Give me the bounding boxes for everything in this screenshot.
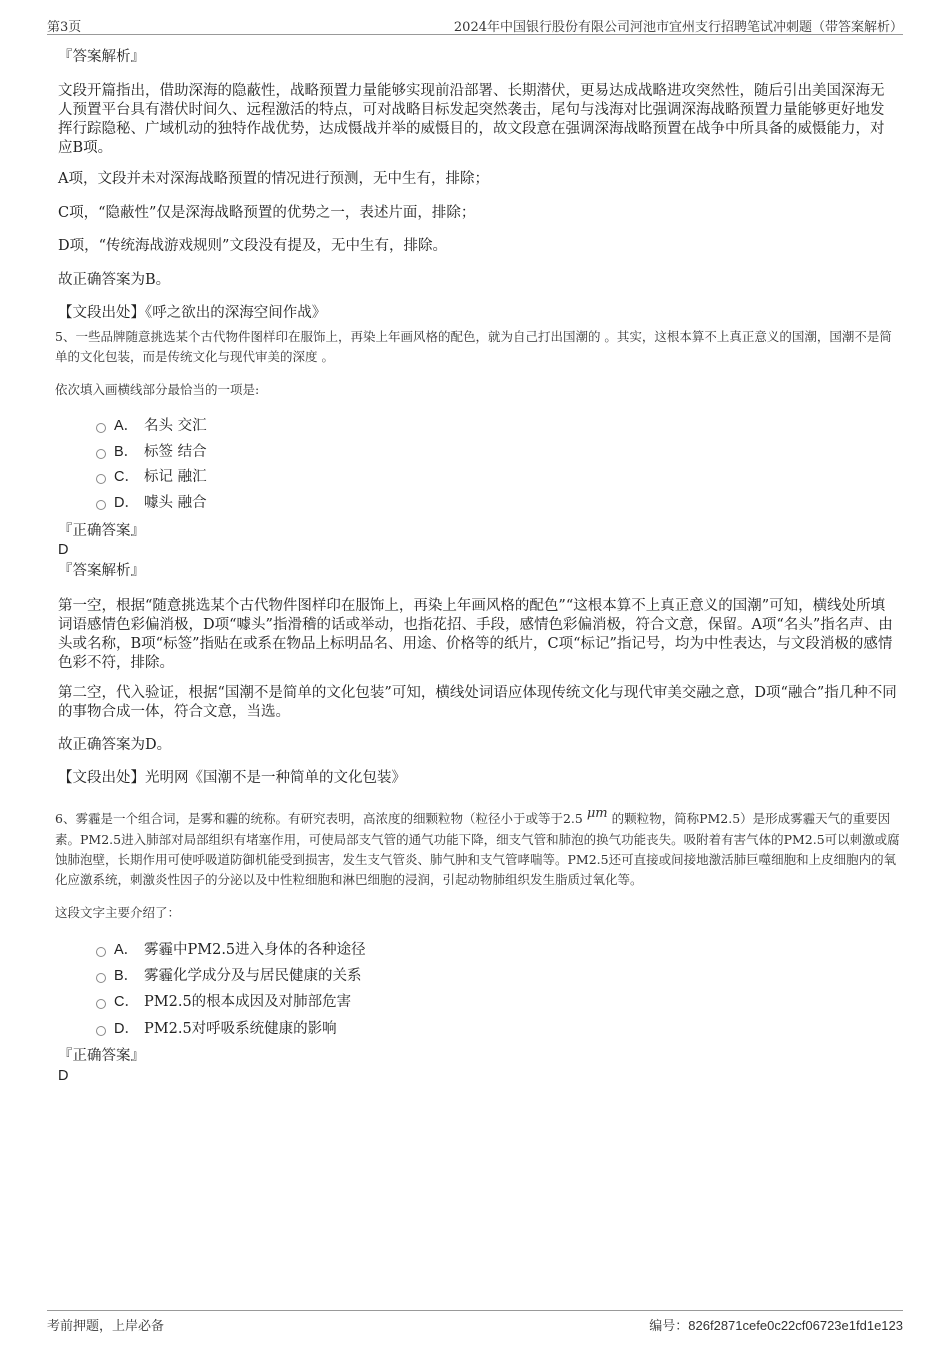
footer-slogan: 考前押题，上岸必备 bbox=[47, 1319, 165, 1334]
answer-heading: 『正确答案』 bbox=[58, 1048, 145, 1064]
analysis-option-a: A项，文段并未对深海战略预置的情况进行预测，无中生有，排除； bbox=[58, 171, 489, 187]
option-d[interactable]: D． 噱头 融合 bbox=[96, 493, 207, 513]
micrometer-unit: μm bbox=[586, 806, 608, 821]
page-footer bbox=[47, 1310, 903, 1333]
option-d[interactable]: D． PM2.5对呼吸系统健康的影响 bbox=[96, 1019, 337, 1039]
conclusion: 故正确答案为B。 bbox=[58, 272, 171, 288]
option-a[interactable]: A． 雾霾中PM2.5进入身体的各种途径 bbox=[96, 940, 366, 960]
answer-heading: 『正确答案』 bbox=[58, 523, 145, 539]
option-c[interactable]: C． 标记 融汇 bbox=[96, 467, 207, 487]
question-6-stem: 6、雾霾是一个组合词，是雾和霾的统称。有研究表明，高浓度的细颗粒物（粒径小于或等于2.5 μm 的颗粒物，简称PM2.5）是形成雾霾天气的重要因素。PM2.5进入肺部对局部组织有堵塞作用，可使局部支气管的通气功能下降，细支气管和肺泡的换气功能丧失。吸附着有害气体的PM2.5可以刺激或腐蚀肺泡壁，长期作用可使呼吸道防御机能受到损害，发生支气管炎、肺气肿和支气管哮喘等。PM2.5还可直接或间接地激活肺巨噬细胞和上皮细胞内的氧化应激系统，刺激炎性因子的分泌以及中性粒细胞和淋巴细胞的浸润，引起动物肺组织发生脂质过氧化等。 bbox=[55, 806, 900, 887]
radio-icon[interactable] bbox=[96, 474, 106, 484]
radio-icon[interactable] bbox=[96, 423, 106, 433]
analysis-paragraph: 文段开篇指出，借助深海的隐蔽性，战略预置力量能够实现前沿部署、长期潜伏，更易达成战略进攻突然性，随后引出美国深海无人预置平台具有潜伏时间久、远程激活的特点，可对战略目标发起突然袭击，尾句与浅海对比强调深海战略预置力量能够更好地发挥行踪隐秘、广域机动的独特作战优势，达成慑战并举的威慑目的，故文段意在强调深海战略预置在战争中所具备的威慑能力，对应B项。 bbox=[58, 83, 885, 156]
radio-icon[interactable] bbox=[96, 973, 106, 983]
question-5-stem: 5、一些品牌随意挑选某个古代物件图样印在服饰上，再染上年画风格的配色，就为自己打出国潮的 。其实，这根本算不上真正意义的国潮，国潮不是简单的文化包装，而是传统文化与现代审美的深度 。 bbox=[55, 329, 892, 364]
page-header bbox=[47, 14, 903, 35]
radio-icon[interactable] bbox=[96, 1026, 106, 1036]
radio-icon[interactable] bbox=[96, 947, 106, 957]
conclusion: 故正确答案为D。 bbox=[58, 737, 172, 753]
analysis-heading: 『答案解析』 bbox=[58, 563, 145, 579]
option-b[interactable]: B． 标签 结合 bbox=[96, 442, 207, 462]
option-c[interactable]: C． PM2.5的根本成因及对肺部危害 bbox=[96, 992, 351, 1012]
radio-icon[interactable] bbox=[96, 999, 106, 1009]
analysis-paragraph-2: 第二空，代入验证，根据“国潮不是简单的文化包装”可知，横线处词语应体现传统文化与现代审美交融之意，D项“融合”指几种不同的事物合成一体，符合文意，当选。 bbox=[58, 685, 897, 720]
option-b[interactable]: B． 雾霾化学成分及与居民健康的关系 bbox=[96, 966, 362, 986]
analysis-option-c: C项，“隐蔽性”仅是深海战略预置的优势之一，表述片面，排除； bbox=[58, 205, 476, 221]
source-citation: 【文段出处】《呼之欲出的深海空间作战》 bbox=[58, 305, 327, 321]
document-title: 2024年中国银行股份有限公司河池市宜州支行招聘笔试冲刺题（带答案解析） bbox=[453, 20, 903, 35]
source-citation: 【文段出处】光明网《国潮不是一种简单的文化包装》 bbox=[58, 770, 406, 786]
analysis-paragraph-1: 第一空，根据“随意挑选某个古代物件图样印在服饰上，再染上年画风格的配色”“这根本算不上真正意义的国潮”可知，横线处所填词语感情色彩偏消极，D项“噱头”指滑稽的话或举动，也指花招、手段，感情色彩偏消极，符合文意，保留。A项“名头”指名声、由头或名称，B项“标签”指贴在或系在物品上标明品名、用途、价格等的纸片，C项“标记”指记号，均为中性表达，与文段消极的感情色彩不符，排除。 bbox=[58, 598, 893, 671]
radio-icon[interactable] bbox=[96, 449, 106, 459]
answer-value: D bbox=[58, 542, 69, 558]
document-id: 编号：826f2871cefe0c22cf06723e1fd1e123 bbox=[649, 1318, 903, 1334]
answer-value: D bbox=[58, 1068, 69, 1084]
analysis-heading: 『答案解析』 bbox=[58, 49, 145, 65]
option-a[interactable]: A． 名头 交汇 bbox=[96, 416, 207, 436]
question-6-prompt: 这段文字主要介绍了： bbox=[55, 905, 181, 920]
page-number: 第3页 bbox=[47, 20, 82, 35]
question-5-prompt: 依次填入画横线部分最恰当的一项是: bbox=[55, 382, 260, 397]
analysis-option-d: D项，“传统海战游戏规则”文段没有提及，无中生有，排除。 bbox=[58, 238, 447, 254]
radio-icon[interactable] bbox=[96, 500, 106, 510]
